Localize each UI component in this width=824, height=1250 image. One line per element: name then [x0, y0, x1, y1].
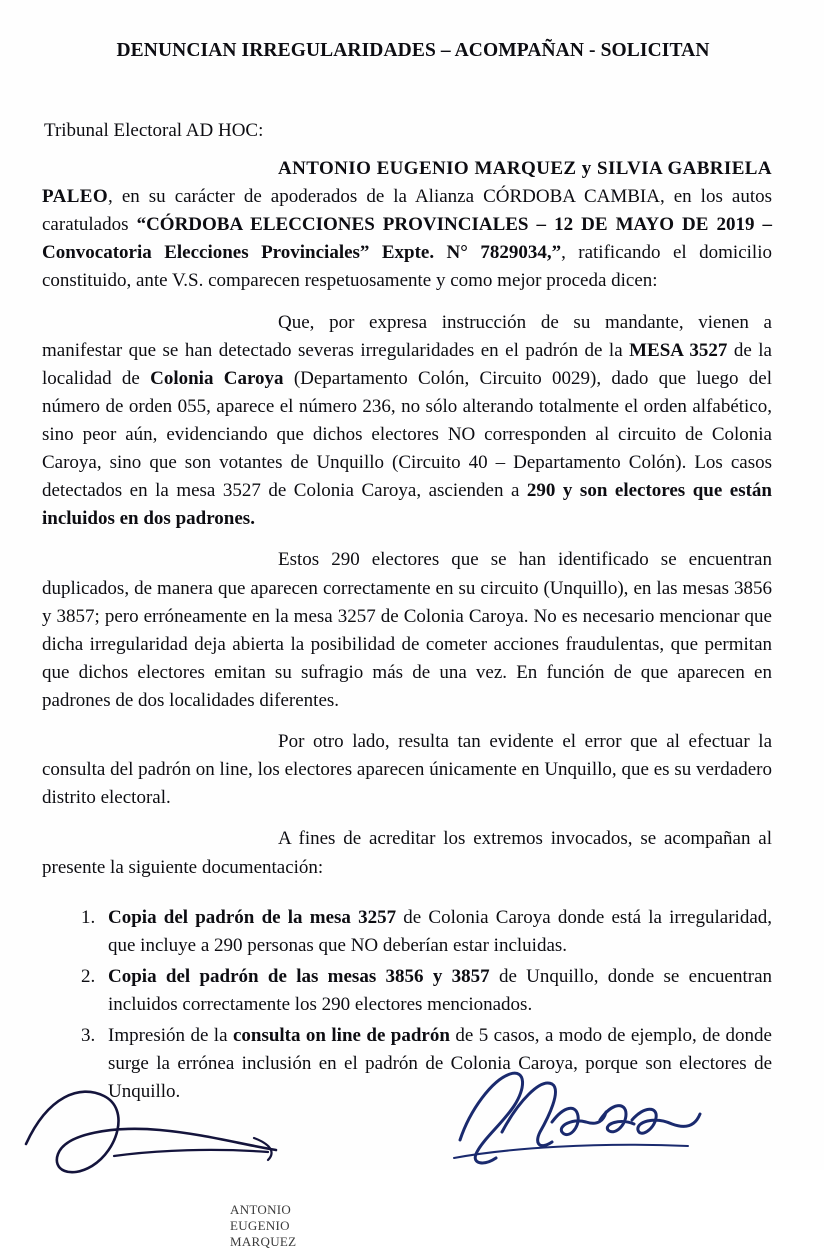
list-item-1-text: de Colonia Caroya donde está la irregularidad, que incluye a 290 personas que NO deberían estar incluidas. [108, 906, 773, 956]
addressee-line: Tribunal Electoral AD HOC: [44, 120, 264, 141]
list-item-3-pre: Impresión de la [108, 1025, 233, 1047]
signature-paleo [448, 1062, 778, 1182]
list-item [100, 963, 772, 1019]
list-item [100, 904, 772, 960]
list-item-1-bold: Copia del padrón de la mesa 3257 [108, 906, 397, 928]
online-consultation-text: Por otro lado, resulta tan evidente el error que al efectuar la consulta del padrón on line, los electores aparecen únicamente en Unquillo, que es su verdadero distrito electoral. [42, 731, 772, 809]
irregularities-text-b: de la localidad de [42, 339, 772, 389]
signature-marquez [18, 1078, 348, 1249]
party-role-text: , en su carácter de apoderados de la Alianza CÓRDOBA CAMBIA, en los autos caratulados [42, 186, 772, 236]
list-item-3-text: de 5 casos, a modo de ejemplo, de donde surge la errónea inclusión en el padrón de Colonia Caroya, porque son electores de Unquillo. [108, 1025, 772, 1103]
documentation-intro-text: A fines de acreditar los extremos invocados, se acompañan al presente la siguiente documentación: [42, 828, 772, 878]
signature-stroke-left [18, 1078, 348, 1188]
paragraph-online-consultation [42, 728, 772, 812]
page-title: DENUNCIAN IRREGULARIDADES – ACOMPAÑAN - SOLICITAN [116, 40, 710, 61]
irregularities-text-a: Que, por expresa instrucción de su mandante, vienen a manifestar que se han detectado severas irregularidades en el padrón de la [42, 311, 772, 361]
signature-block [0, 1060, 824, 1249]
irregularities-text-c: (Departamento Colón, Circuito 0029), dado que luego del número de orden 055, aparece el número 236, no sólo alterando totalmente el orden alfabético, sino peor aún, evidenciando que dichos electores NO corresponden al circuito de Colonia Caroya, sino que son votantes de Unquillo (Circuito 40 – Departamento Colón). Los casos detectados en la mesa 3527 de Colonia Caroya, ascienden a [42, 367, 772, 502]
case-caption: “CÓRDOBA ELECCIONES PROVINCIALES – 12 DE MAYO DE 2019 – Convocatoria Elecciones Provinciales” Expte. N° 7829034,” [42, 214, 772, 264]
paragraph-parties [42, 155, 772, 296]
locality-name: Colonia Caroya [150, 367, 284, 389]
list-item-2-text: de Unquillo, donde se encuentran incluidos correctamente los 290 electores mencionados. [108, 965, 773, 1015]
mesa-number: MESA 3527 [629, 339, 728, 361]
paragraph-irregularities [42, 309, 772, 534]
list-item-2-bold: Copia del padrón de las mesas 3856 y 3857 [108, 965, 490, 987]
paragraph-documentation-intro [42, 825, 772, 881]
signature-stroke-right [448, 1062, 788, 1182]
voters-count-highlight: 290 y son electores que están incluidos en dos padrones. [42, 480, 772, 530]
list-item-3-bold: consulta on line de padrón [232, 1025, 450, 1047]
signature-name-marquez: ANTONIO EUGENIO MARQUEZ [230, 1202, 297, 1249]
paragraph-duplicates [42, 546, 772, 715]
party-closing-text: , ratificando el domicilio constituido, ante V.S. comparecen respetuosamente y como mejor proceda dicen: [42, 242, 772, 292]
duplicates-text: Estos 290 electores que se han identificado se encuentran duplicados, de manera que aparecen correctamente en su circuito (Unquillo), en las mesas 3856 y 3857; pero erróneamente en la mesa 3257 de Colonia Caroya. No es necesario mencionar que dicha irregularidad deja abierta la posibilidad de cometer acciones fraudulentas, que permitan que dichos electores emitan su sufragio más de una vez. En función de que aparecen en padrones de dos localidades diferentes. [42, 549, 772, 711]
party-names: ANTONIO EUGENIO MARQUEZ y SILVIA GABRIELA PALEO [42, 158, 772, 208]
